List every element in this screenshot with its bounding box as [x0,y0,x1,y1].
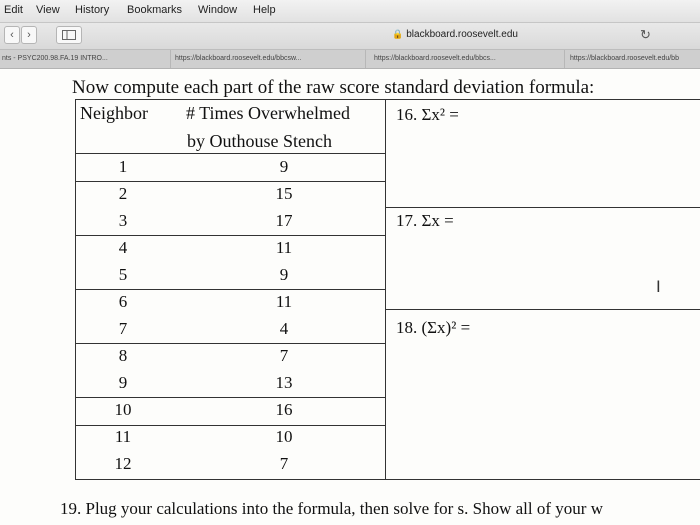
neighbor-cell: 5 [118,265,128,284]
neighbor-cell: 12 [114,454,132,473]
text-cursor-icon: I [656,277,661,296]
grid-line [75,343,385,344]
neighbor-cell: 3 [118,211,128,230]
menu-window[interactable]: Window [198,4,238,16]
neighbor-cell: 2 [118,184,128,203]
grid-line [75,479,700,480]
times-column-header-line2: by Outhouse Stench [187,131,332,151]
tab-label: nts - PSYC200.98.FA.19 INTRO... [2,55,108,62]
neighbor-cell: 6 [118,292,128,311]
times-cell: 7 [279,454,289,473]
menu-edit[interactable]: Edit [4,4,23,16]
tab-psyc200[interactable] [0,50,171,68]
tab-label: https://blackboard.roosevelt.edu/bb [570,55,679,62]
neighbor-cell: 8 [118,346,128,365]
times-cell: 11 [275,292,293,311]
times-cell: 9 [279,265,289,284]
neighbor-cell: 1 [118,157,128,176]
times-cell: 7 [279,346,289,365]
grid-line [75,397,385,398]
grid-line [385,207,700,208]
times-cell: 15 [275,184,293,203]
question-17: 17. Σx = [396,211,454,230]
times-column-header-line1: # Times Overwhelmed [186,103,350,123]
times-cell: 11 [275,238,293,257]
grid-line [75,99,76,479]
browser-toolbar [0,23,700,50]
neighbor-cell: 4 [118,238,128,257]
menu-view[interactable]: View [36,4,60,16]
lock-icon: 🔒 [392,29,404,39]
grid-line [385,99,386,479]
grid-line [75,235,385,236]
address-bar[interactable] [392,29,518,40]
tab-blackboard-2[interactable] [366,50,565,68]
reload-icon[interactable]: ↻ [640,27,651,42]
sidebar-icon [62,30,76,40]
times-cell: 16 [275,400,293,419]
worksheet-heading: Now compute each part of the raw score standard deviation formula: [72,77,595,98]
grid-line [385,309,700,310]
neighbor-cell: 10 [114,400,132,419]
times-cell: 9 [279,157,289,176]
neighbor-cell: 11 [114,427,132,446]
forward-icon: › [27,29,31,41]
tab-label: https://blackboard.roosevelt.edu/bbcs... [374,55,496,62]
grid-line [75,289,385,290]
tab-label: https://blackboard.roosevelt.edu/bbcsw... [175,55,302,62]
question-16: 16. Σx² = [396,105,459,124]
tab-strip [0,50,700,69]
grid-line [75,99,700,100]
menu-bookmarks[interactable]: Bookmarks [127,4,183,16]
forward-button[interactable] [21,26,37,44]
times-cell: 17 [275,211,293,230]
neighbor-cell: 7 [118,319,128,338]
tab-blackboard-1[interactable] [171,50,366,68]
times-cell: 13 [275,373,293,392]
question-18: 18. (Σx)² = [396,318,471,337]
menu-help[interactable]: Help [253,4,276,16]
menu-history[interactable]: History [75,4,110,16]
address-text: blackboard.roosevelt.edu [406,29,518,40]
question-19: 19. Plug your calculations into the formula, then solve for s. Show all of your w [60,499,603,518]
worksheet-page [0,69,700,525]
tab-blackboard-3[interactable] [566,50,700,68]
back-button[interactable] [4,26,20,44]
back-icon: ‹ [10,29,14,41]
grid-line [75,153,385,154]
times-cell: 10 [275,427,293,446]
menu-bar [0,0,700,23]
times-cell: 4 [279,319,289,338]
sidebar-button[interactable] [56,26,82,44]
neighbor-column-header: Neighbor [80,103,148,123]
grid-line [75,181,385,182]
neighbor-cell: 9 [118,373,128,392]
grid-line [75,425,385,426]
